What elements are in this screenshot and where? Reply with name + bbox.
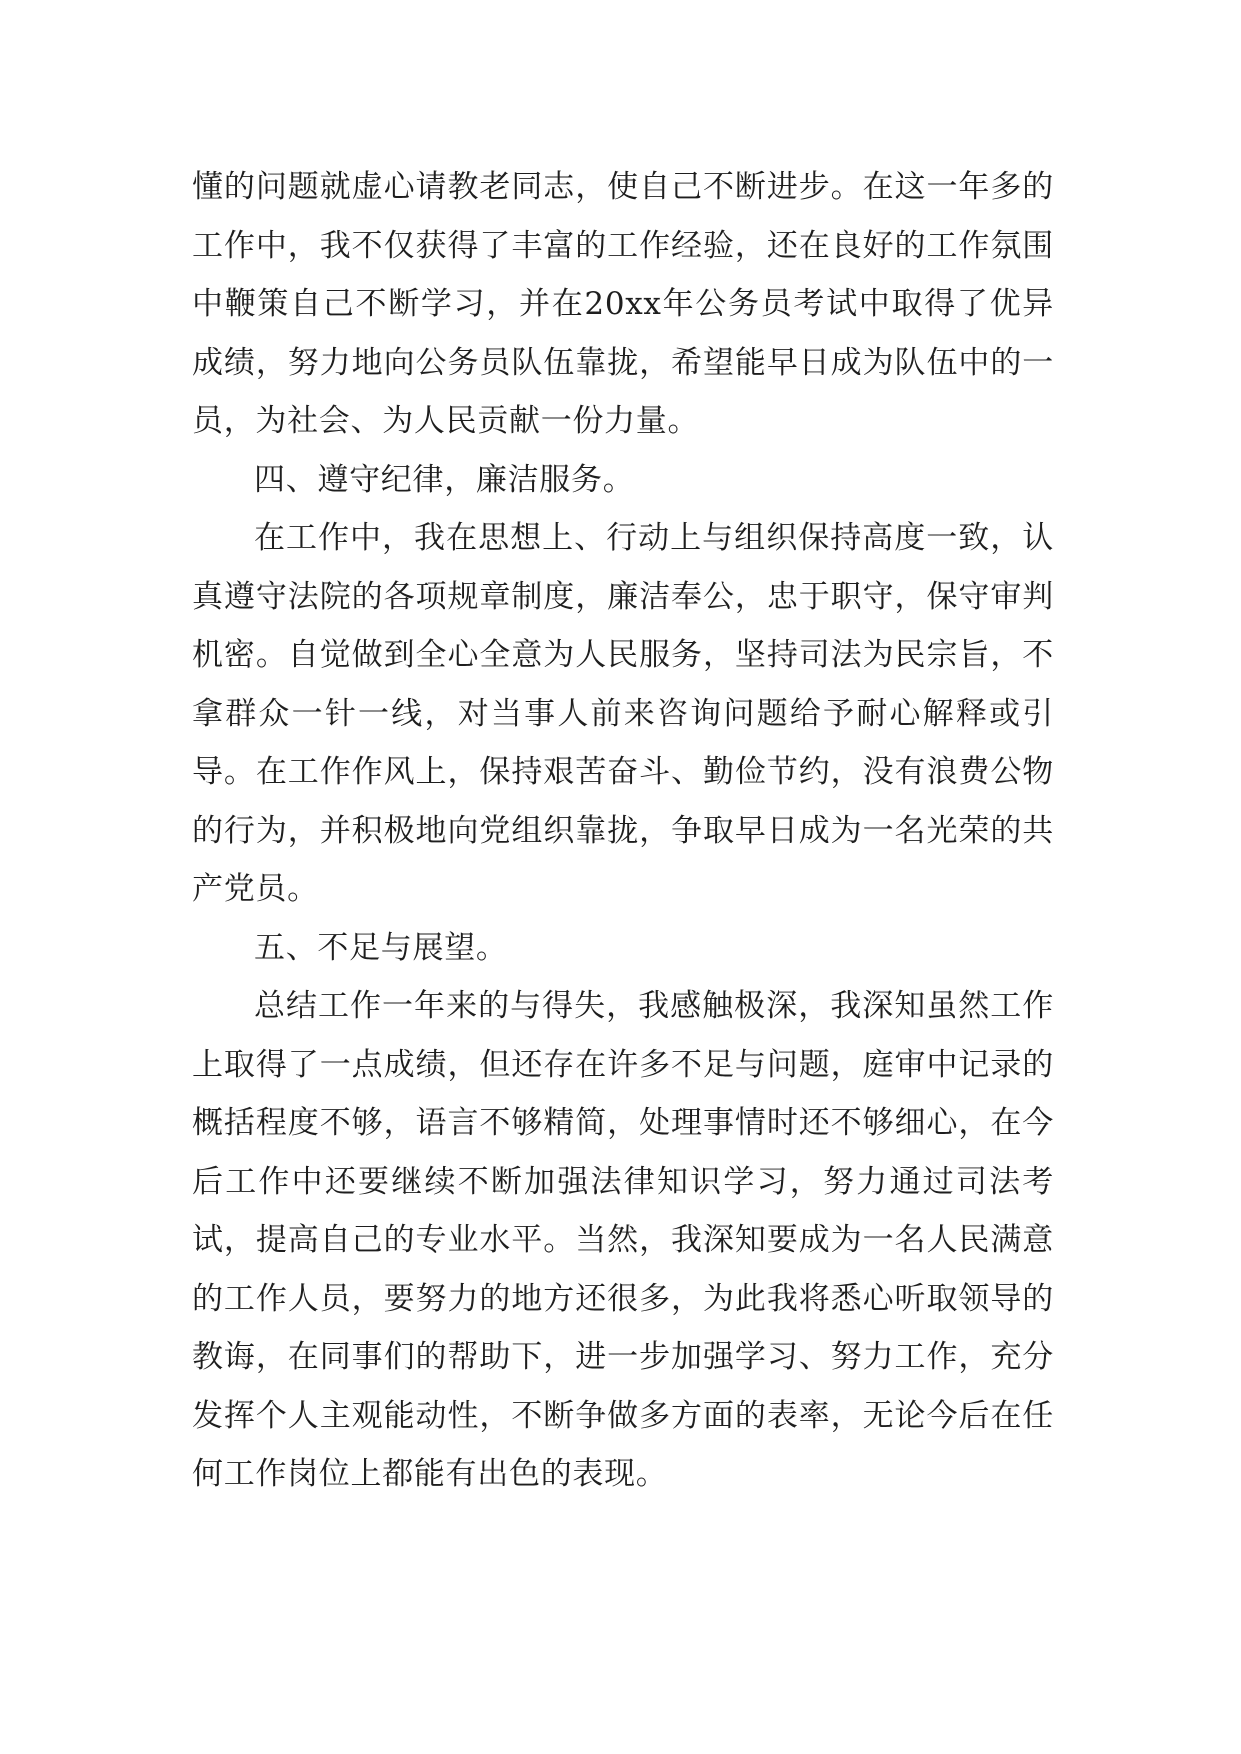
paragraph-continuation: 懂的问题就虚心请教老同志，使自己不断进步。在这一年多的工作中，我不仅获得了丰富的工作经验，还在良好的工作氛围中鞭策自己不断学习，并在20xx年公务员考试中取得了优异成绩，努力地向公务员队伍靠拢，希望能早日成为队伍中的一员，为社会、为人民贡献一份力量。 xyxy=(192,169,1054,439)
section-heading-discipline: 四、遵守纪律，廉洁服务。 xyxy=(254,461,635,498)
paragraph-discipline: 在工作中，我在思想上、行动上与组织保持高度一致，认真遵守法院的各项规章制度，廉洁奉公，忠于职守，保守审判机密。自觉做到全心全意为人民服务，坚持司法为民宗旨，不拿群众一针一线，对当事人前来咨询问题给予耐心解释或引导。在工作作风上，保持艰苦奋斗、勤俭节约，没有浪费公物的行为，并积极地向党组织靠拢，争取早日成为一名光荣的共产党员。 xyxy=(192,520,1054,907)
document-body xyxy=(192,158,1054,1504)
section-heading-outlook: 五、不足与展望。 xyxy=(254,929,508,966)
paragraph-outlook: 总结工作一年来的与得失，我感触极深，我深知虽然工作上取得了一点成绩，但还存在许多不足与问题，庭审中记录的概括程度不够，语言不够精简，处理事情时还不够细心，在今后工作中还要继续不断加强法律知识学习，努力通过司法考试，提高自己的专业水平。当然，我深知要成为一名人民满意的工作人员，要努力的地方还很多，为此我将悉心听取领导的教诲，在同事们的帮助下，进一步加强学习、努力工作，充分发挥个人主观能动性，不断争做多方面的表率，无论今后在任何工作岗位上都能有出色的表现。 xyxy=(192,988,1054,1492)
